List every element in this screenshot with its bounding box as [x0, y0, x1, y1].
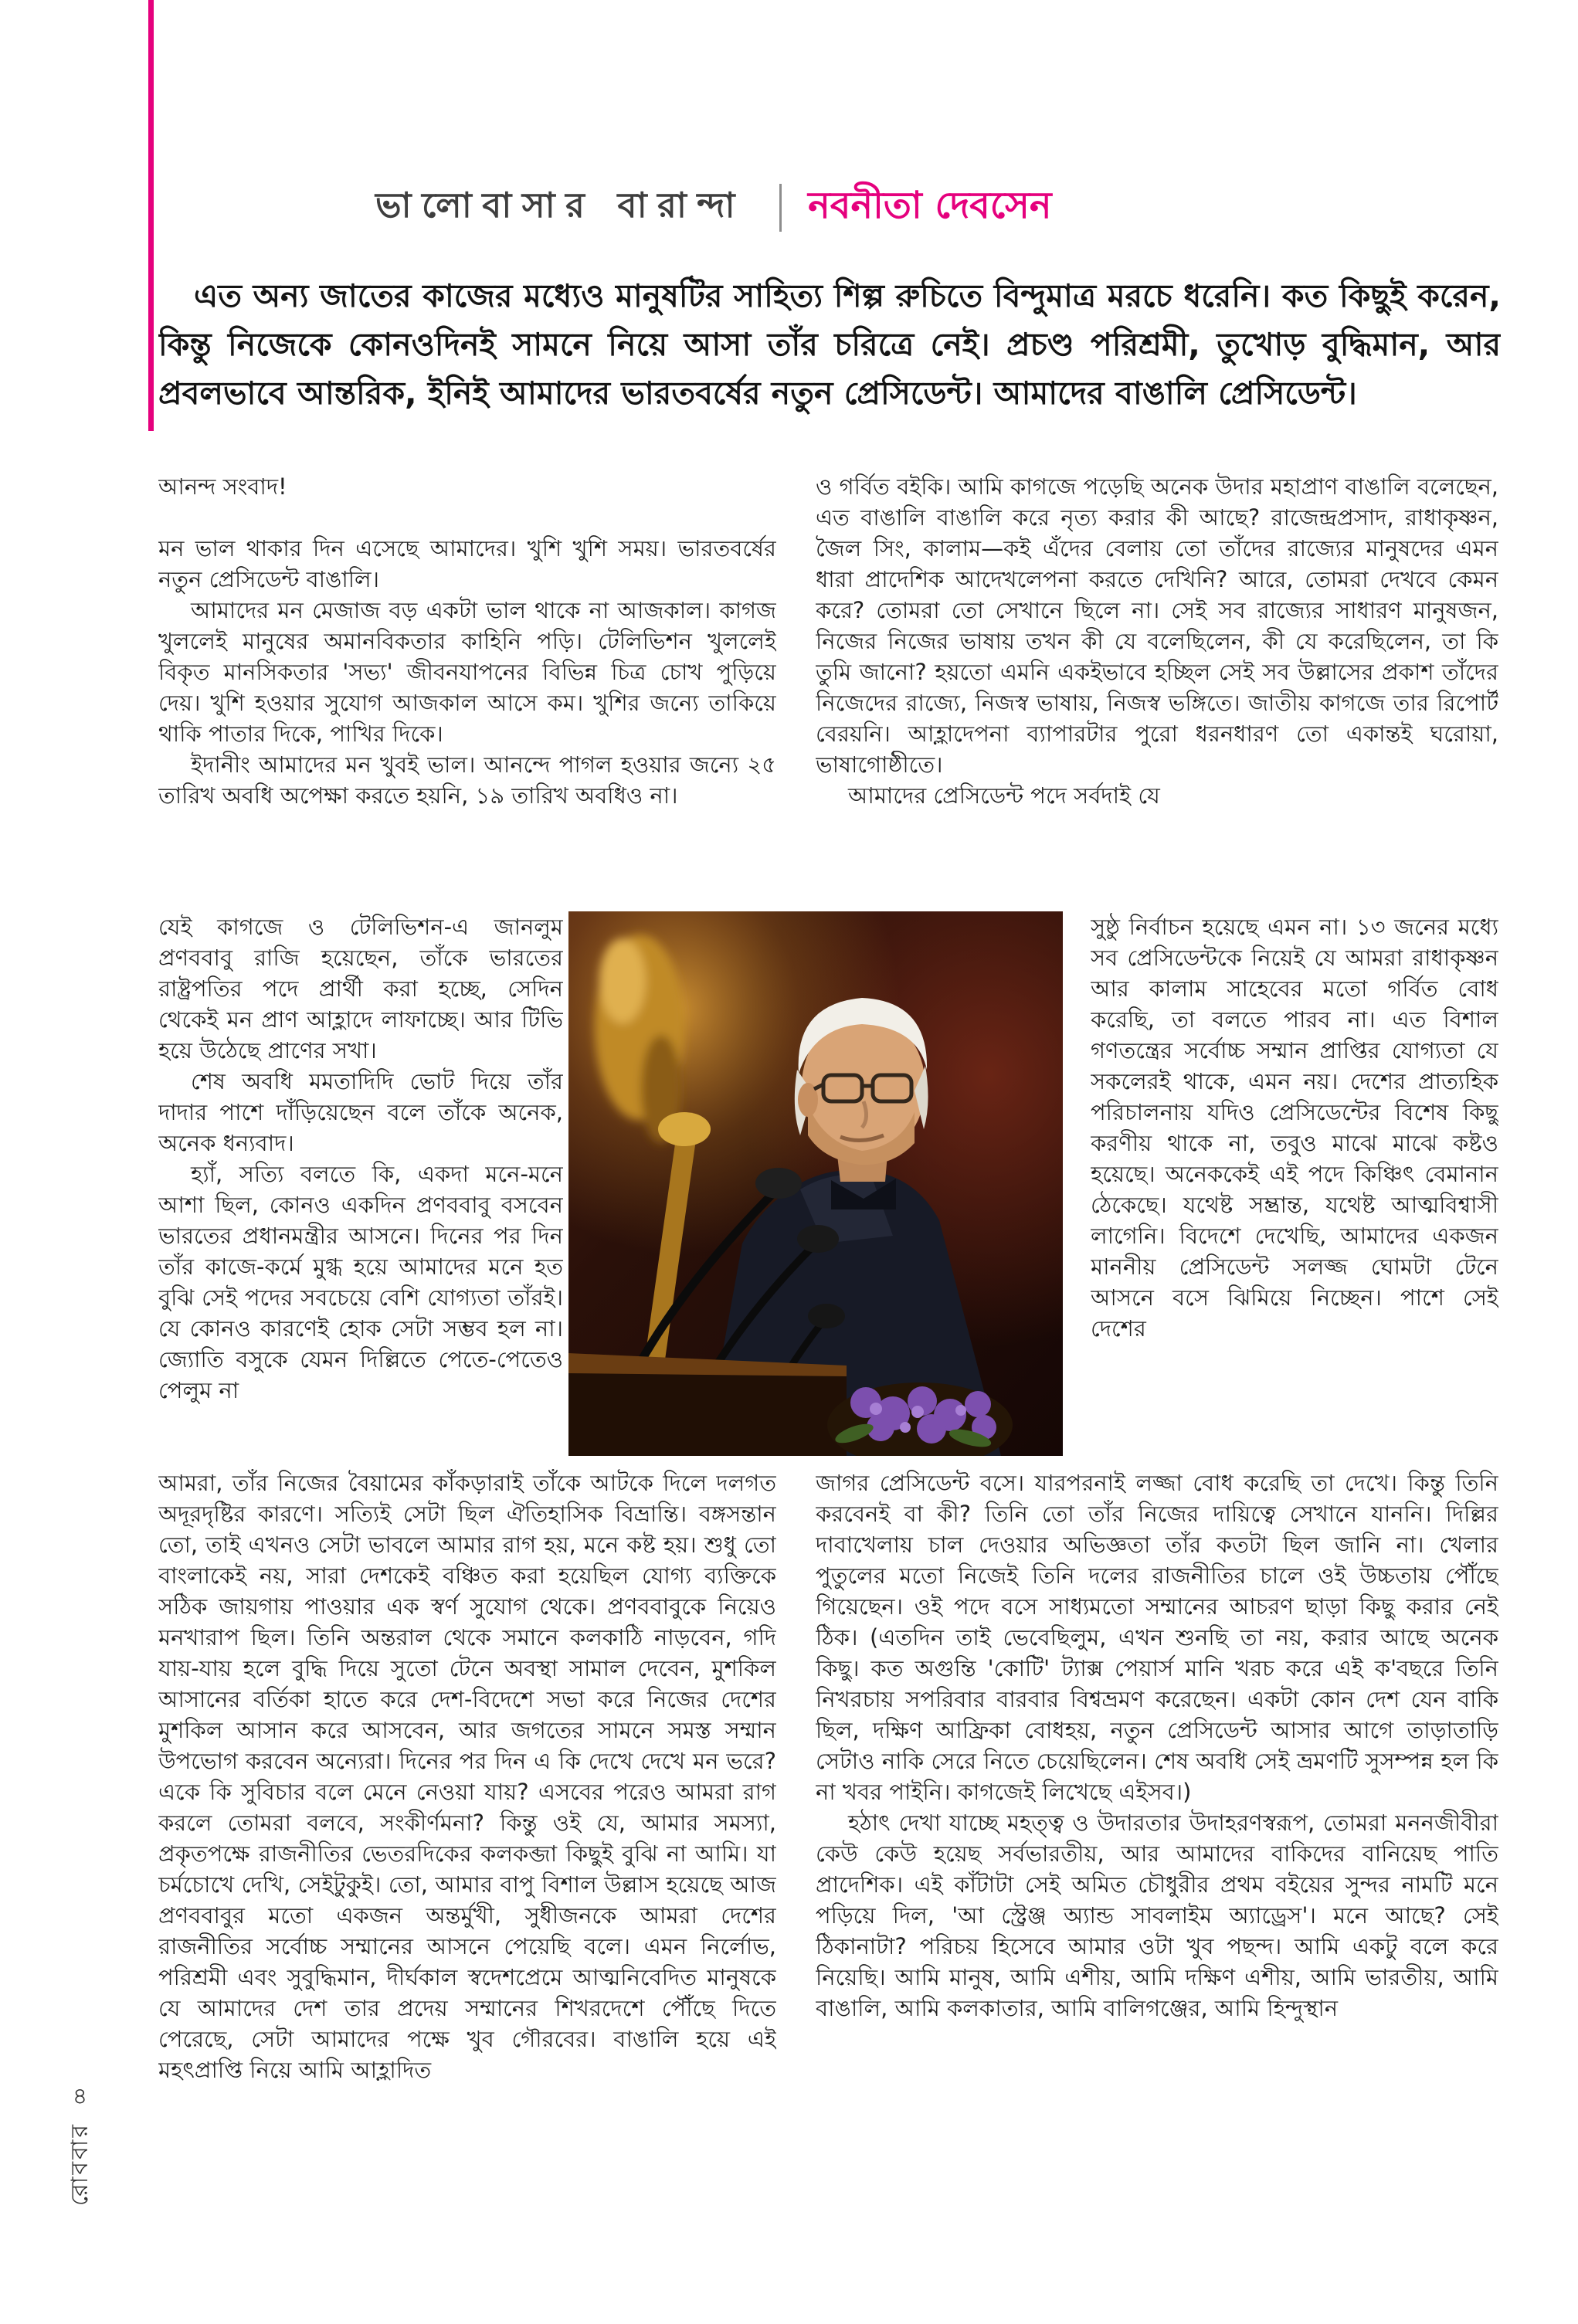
- right-column-beside-photo: [1091, 911, 1498, 1467]
- right-column-top: [816, 471, 1498, 911]
- page-margin-strip: [60, 2085, 100, 2206]
- paragraph: যেই কাগজে ও টেলিভিশন-এ জানলুম প্রণববাবু রাজি হয়েছেন, তাঁকে ভারতের রাষ্ট্রপতির পদে প্রার্থী করা হচ্ছে, সেদিন থেকেই মন প্রাণ আহ্লাদে লাফাচ্ছে। আর টিভি হয়ে উঠেছে প্রাণের সখা।: [158, 914, 563, 1064]
- flowers: [827, 1383, 1013, 1456]
- intro-deck: এত অন্য জাতের কাজের মধ্যেও মানুষটির সাহিত্য শিল্প রুচিতে বিন্দুমাত্র মরচে ধরেনি। কত কিছুই করেন, কিন্তু নিজেকে কোনওদিনই সামনে নিয়ে আসা তাঁর চরিত্রে নেই। প্রচণ্ড পরিশ্রমী, তুখোড় বুদ্ধিমান, আর প্রবলভাবে আন্তরিক, ইনিই আমাদের ভারতবর্ষের নতুন প্রেসিডেন্ট। আমাদের বাঙালি প্রেসিডেন্ট।: [158, 277, 1501, 412]
- column-title: ভালোবাসার বারান্দা: [375, 184, 746, 226]
- paragraph: হঠাৎ দেখা যাচ্ছে মহত্ত্ব ও উদারতার উদাহরণস্বরূপ, তোমরা মননজীবীরা কেউ কেউ হয়েছ সর্বভারতীয়, আর আমাদের বাকিদের বানিয়েছ পাতি প্রাদেশিক। এই কাঁটাটা সেই অমিত চৌধুরীর প্রথম বইয়ের সুন্দর নামটি মনে পড়িয়ে দিল, 'আ স্ট্রেঞ্জ অ্যান্ড সাবলাইম অ্যাড্রেস'। মনে আছে? সেই ঠিকানাটা? পরিচয় হিসেবে আমার ওটা খুব পছন্দ। আমি একটু বলে করে নিয়েছি। আমি মানুষ, আমি এশীয়, আমি দক্ষিণ এশীয়, আমি ভারতীয়, আমি বাঙালি, আমি কলকাতার, আমি বালিগঞ্জের, আমি হিন্দুস্থান: [816, 1810, 1498, 2021]
- paragraph: মন ভাল থাকার দিন এসেছে আমাদের। খুশি খুশি সময়। ভারতবর্ষের নতুন প্রেসিডেন্ট বাঙালি।: [158, 535, 776, 592]
- paragraph: শেষ অবধি মমতাদিদি ভোট দিয়ে তাঁর দাদার পাশে দাঁড়িয়েছেন বলে তাঁকে অনেক, অনেক ধন্যবাদ।: [158, 1068, 563, 1156]
- left-column-bottom: [158, 1467, 776, 2286]
- paragraph: হ্যাঁ, সত্যি বলতে কি, একদা মনে-মনে আশা ছিল, কোনও একদিন প্রণববাবু বসবেন ভারতের প্রধানমন্ত্রীর আসনে। দিনের পর দিন তাঁর কাজে-কর্মে মুগ্ধ হয়ে আমাদের মনে হত বুঝি সেই পদের সবচেয়ে বেশি যোগ্যতা তাঁরই। যে কোনও কারণেই হোক সেটা সম্ভব হল না। জ্যোতি বসুকে যেমন দিল্লিতে পেতে-পেতেও পেলুম না: [158, 1161, 563, 1403]
- header-divider: [779, 184, 782, 232]
- photo-illustration: [568, 911, 1063, 1456]
- left-column-beside-photo: [158, 911, 563, 1467]
- paragraph: আমাদের মন মেজাজ বড় একটা ভাল থাকে না আজকাল। কাগজ খুললেই মানুষের অমানবিকতার কাহিনি পড়ি। টেলিভিশন খুললেই বিকৃত মানসিকতার 'সভ্য' জীবনযাপনের বিভিন্ন চিত্র চোখ পুড়িয়ে দেয়। খুশি হওয়ার সুযোগ আজকাল আসে কম। খুশির জন্যে তাকিয়ে থাকি পাতার দিকে, পাখির দিকে।: [158, 597, 776, 747]
- paragraph: আমরা, তাঁর নিজের বৈয়ামের কাঁকড়ারাই তাঁকে আটকে দিলে দলগত অদূরদৃষ্টির কারণে। সত্যিই সেটা ছিল ঐতিহাসিক বিভ্রান্তি। বঙ্গসন্তান তো, তাই এখনও সেটা ভাবলে আমার রাগ হয়, মনে কষ্ট হয়। শুধু তো বাংলাকেই নয়, সারা দেশকেই বঞ্চিত করা হয়েছিল যোগ্য ব্যক্তিকে সঠিক জায়গায় পাওয়ার এক স্বর্ণ সুযোগ থেকে। প্রণববাবুকে নিয়েও মনখারাপ ছিল। তিনি অন্তরাল থেকে সমানে কলকাঠি নাড়বেন, গদি যায়-যায় হলে বুদ্ধি দিয়ে সুতো টেনে অবস্থা সামাল দেবেন, মুশকিল আসানের বর্তিকা হাতে করে দেশ-বিদেশে সভা করে নিজের দেশের মুশকিল আসান করে আসবেন, আর জগতের সামনে সমস্ত সম্মান উপভোগ করবেন অন্যেরা। দিনের পর দিন এ কি দেখে দেখে মন ভরে? একে কি সুবিচার বলে মেনে নেওয়া যায়? এসবের পরেও আমরা রাগ করলে তোমরা বলবে, সংকীর্ণমনা? কিন্তু ওই যে, আমার সমস্যা, প্রকৃতপক্ষে রাজনীতির ভেতরদিকের কলকব্জা কিছুই বুঝি না আমি। যা চর্মচোখে দেখি, সেইটুকুই। তো, আমার বাপু বিশাল উল্লাস হয়েছে আজ প্রণববাবুর মতো একজন অন্তর্মুখী, সুধীজনকে আমরা দেশের রাজনীতির সর্বোচ্চ সম্মানের আসনে পেয়েছি বলে। এমন নির্লোভ, পরিশ্রমী এবং সুবুদ্ধিমান, দীর্ঘকাল স্বদেশপ্রেমে আত্মনিবেদিত মানুষকে যে আমাদের দেশ তার প্রদেয় সম্মানের শিখরদেশে পৌঁছে দিতে পেরেছে, সেটা আমাদের পক্ষে খুব গৌরবের। বাঙালি হয়ে এই মহৎপ্রাপ্তি নিয়ে আমি আহ্লাদিত: [158, 1470, 776, 2083]
- article-header: [375, 179, 1052, 236]
- section-opener: আনন্দ সংবাদ!: [158, 473, 287, 500]
- author-name: নবনীতা দেবসেন: [808, 183, 1052, 227]
- magazine-name-vertical: রোববার: [66, 2122, 93, 2206]
- left-column-top: [158, 471, 776, 911]
- right-column-bottom: [816, 1467, 1498, 2286]
- paragraph: ও গর্বিত বইকি। আমি কাগজে পড়েছি অনেক উদার মহাপ্রাণ বাঙালি বলেছেন, এত বাঙালি বাঙালি করে নৃত্য করার কী আছে? রাজেন্দ্রপ্রসাদ, রাধাকৃষ্ণন, জৈল সিং, কালাম—কই এঁদের বেলায় তো তাঁদের রাজ্যের মানুষদের এমন ধারা প্রাদেশিক আদেখলেপনা করতে দেখিনি? আরে, তোমরা দেখবে কেমন করে? তোমরা তো সেখানে ছিলে না। সেই সব রাজ্যের সাধারণ মানুষজন, নিজের নিজের ভাষায় তখন কী যে বলেছিলেন, কী যে করেছিলেন, তা কি তুমি জানো? হয়তো এমনি একইভাবে হচ্ছিল সেই সব উল্লাসের প্রকাশ তাঁদের নিজেদের রাজ্যে, নিজস্ব ভাষায়, নিজস্ব ভঙ্গিতে। জাতীয় কাগজে তার রিপোর্ট বেরয়নি। আহ্লাদেপনা ব্যাপারটার পুরো ধরনধারণ তো একান্তই ঘরোয়া, ভাষাগোষ্ঠীতে।: [816, 473, 1498, 778]
- accent-rule: [148, 0, 154, 431]
- photo-pranab-mukherjee: [568, 911, 1063, 1456]
- page-number: ৪: [72, 2083, 88, 2110]
- paragraph: জাগর প্রেসিডেন্ট বসে। যারপরনাই লজ্জা বোধ করেছি তা দেখে। কিন্তু তিনি করবেনই বা কী? তিনি তো তাঁর নিজের দায়িত্বে সেখানে যাননি। দিল্লির দাবাখেলায় চাল দেওয়ার অভিজ্ঞতা তাঁর কতটা ছিল জানি না। খেলার পুতুলের মতো নিজেই তিনি দলের রাজনীতির চালে ওই উচ্চতায় পৌঁছে গিয়েছেন। ওই পদে বসে সাধ্যমতো সম্মানের আচরণ ছাড়া কিছু করার নেই ঠিক। (এতদিন তাই ভেবেছিলুম, এখন শুনছি তা নয়, করার আছে অনেক কিছু। কত অগুন্তি 'কোটি' ট্যাক্স পেয়ার্স মানি খরচ করে এই ক'বছরে তিনি নিখরচায় সপরিবার বারবার বিশ্বভ্রমণ করেছেন। একটা কোন দেশ যেন বাকি ছিল, দক্ষিণ আফ্রিকা বোধহয়, নতুন প্রেসিডেন্ট আসার আগে তাড়াতাড়ি সেটাও নাকি সেরে নিতে চেয়েছিলেন। শেষ অবধি সেই ভ্রমণটি সুসম্পন্ন হল কি না খবর পাইনি। কাগজেই লিখেছে এইসব।): [816, 1470, 1498, 1805]
- paragraph: ইদানীং আমাদের মন খুবই ভাল। আনন্দে পাগল হওয়ার জন্যে ২৫ তারিখ অবধি অপেক্ষা করতে হয়নি, ১৯ তারিখ অবধিও না।: [158, 751, 776, 809]
- paragraph: সুষ্ঠু নির্বাচন হয়েছে এমন না। ১৩ জনের মধ্যে সব প্রেসিডেন্টকে নিয়েই যে আমরা রাধাকৃষ্ণন আর কালাম সাহেবের মতো গর্বিত বোধ করেছি, তা বলতে পারব না। এত বিশাল গণতন্ত্রের সর্বোচ্চ সম্মান প্রাপ্তির যোগ্যতা যে সকলেরই থাকে, এমন নয়। দেশের প্রাত্যহিক পরিচালনায় যদিও প্রেসিডেন্টের বিশেষ কিছু করণীয় থাকে না, তবুও মাঝে মাঝে কষ্টও হয়েছে। অনেককেই এই পদে কিঞ্চিৎ বেমানান ঠেকেছে। যথেষ্ট সম্ভ্রান্ত, যথেষ্ট আত্মবিশ্বাসী লাগেনি। বিদেশে দেখেছি, আমাদের একজন মাননীয় প্রেসিডেন্ট সলজ্জ ঘোমটা টেনে আসনে বসে ঝিমিয়ে নিচ্ছেন। পাশে সেই দেশের: [1091, 914, 1498, 1342]
- paragraph: আমাদের প্রেসিডেন্ট পদে সর্বদাই যে: [848, 782, 1160, 809]
